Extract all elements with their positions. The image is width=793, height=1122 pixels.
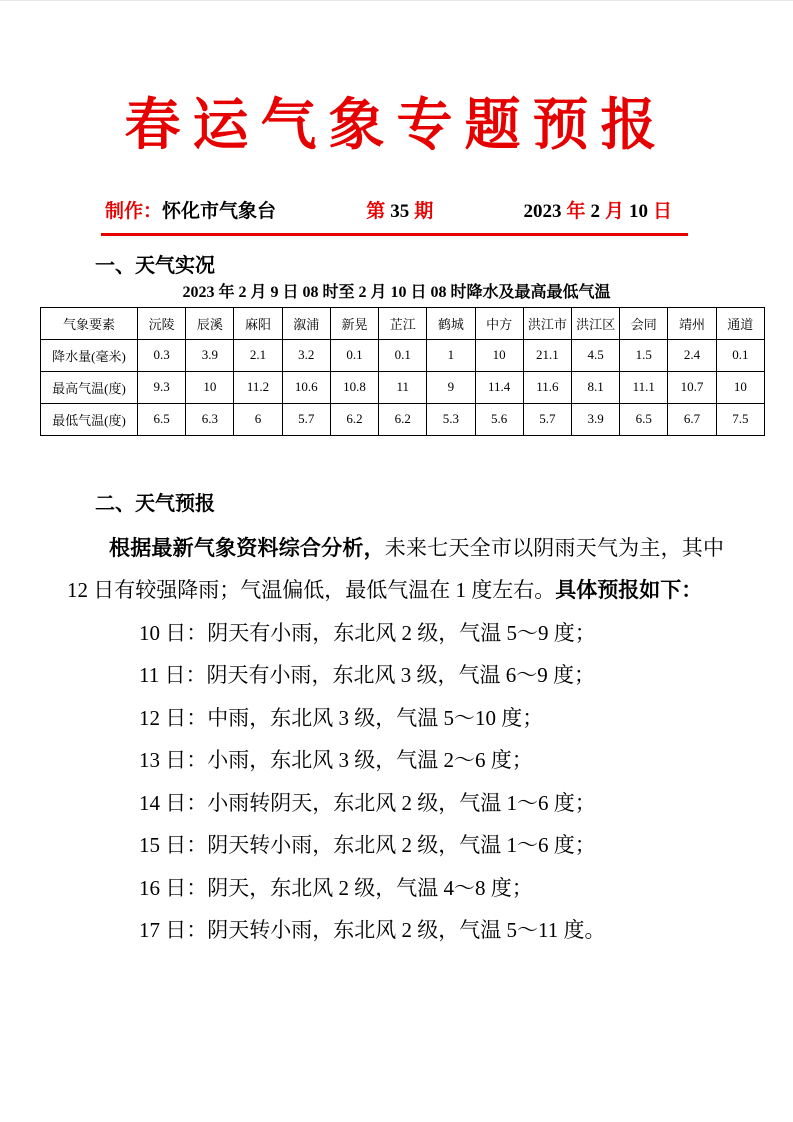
- weather-table: [40, 307, 765, 436]
- column-header: 会同: [620, 307, 668, 339]
- section1-heading: 一、天气实况: [95, 254, 215, 277]
- producer-name: 怀化市气象台: [162, 200, 277, 222]
- weather-table-head: [41, 307, 765, 339]
- column-header: 芷江: [379, 307, 427, 339]
- table-cell: 9: [427, 371, 475, 403]
- table-cell: 10.6: [282, 371, 330, 403]
- table-cell: 5.7: [282, 403, 330, 435]
- issue-prefix: 第: [366, 200, 386, 222]
- forecast-item: 13 日：小雨，东北风 3 级，气温 2～6 度；: [139, 748, 533, 773]
- row-label: 降水量(毫米): [41, 339, 138, 371]
- forecast-item: 17 日：阴天转小雨，东北风 2 级，气温 5～11 度。: [139, 918, 606, 943]
- row-label: 最高气温(度): [41, 371, 138, 403]
- table-cell: 3.9: [571, 403, 619, 435]
- weather-table-body: [41, 339, 765, 435]
- table-cell: 11.6: [523, 371, 571, 403]
- issue-number: [366, 199, 433, 225]
- forecast-intro-tail: 具体预报如下：: [555, 577, 703, 602]
- column-header: 中方: [475, 307, 523, 339]
- table-row: [41, 371, 765, 403]
- table-cell: 6.2: [379, 403, 427, 435]
- table-cell: 10: [186, 371, 234, 403]
- table-cell: 0.1: [716, 339, 764, 371]
- table-cell: 11: [379, 371, 427, 403]
- table-cell: 8.1: [571, 371, 619, 403]
- producer-label: 制作：: [105, 200, 163, 222]
- date-month: 2: [590, 200, 600, 222]
- forecast-item: 12 日：中雨，东北风 3 级，气温 5～10 度；: [139, 705, 544, 730]
- issue-date: [523, 199, 672, 225]
- table-cell: 6: [234, 403, 282, 435]
- table-cell: 6.3: [186, 403, 234, 435]
- date-year-unit: 年: [566, 200, 586, 222]
- column-header: 新晃: [330, 307, 378, 339]
- meta-row: [101, 199, 688, 236]
- forecast-item: 10 日：阴天有小雨，东北风 2 级，气温 5～9 度；: [139, 620, 596, 645]
- table-cell: 5.3: [427, 403, 475, 435]
- issue-value: 35: [390, 200, 410, 222]
- table-cell: 10.8: [330, 371, 378, 403]
- column-header: 沅陵: [138, 307, 186, 339]
- date-day-unit: 日: [652, 200, 672, 222]
- table-cell: 0.1: [330, 339, 378, 371]
- table-cell: 6.5: [620, 403, 668, 435]
- column-header: 洪江市: [523, 307, 571, 339]
- column-header: 通道: [716, 307, 764, 339]
- table-cell: 10: [475, 339, 523, 371]
- date-day: 10: [628, 200, 648, 222]
- date-month-unit: 月: [604, 200, 624, 222]
- table-row: [41, 339, 765, 371]
- table-cell: 1: [427, 339, 475, 371]
- table-cell: 10.7: [668, 371, 716, 403]
- forecast-item: 11 日：阴天有小雨，东北风 3 级，气温 6～9 度；: [139, 663, 595, 688]
- forecast-item: 14 日：小雨转阴天，东北风 2 级，气温 1～6 度；: [139, 790, 596, 815]
- weather-table-caption: 2023 年 2 月 9 日 08 时至 2 月 10 日 08 时降水及最高最低气温: [182, 283, 611, 301]
- table-cell: 11.1: [620, 371, 668, 403]
- document-title: 春运气象专题预报: [124, 95, 669, 157]
- column-header: 溆浦: [282, 307, 330, 339]
- column-header: 洪江区: [571, 307, 619, 339]
- column-header: 辰溪: [186, 307, 234, 339]
- column-header: 鹤城: [427, 307, 475, 339]
- date-year: 2023: [523, 200, 562, 222]
- column-header: 麻阳: [234, 307, 282, 339]
- table-cell: 5.7: [523, 403, 571, 435]
- table-cell: 21.1: [523, 339, 571, 371]
- row-label: 最低气温(度): [41, 403, 138, 435]
- forecast-item: 16 日：阴天，东北风 2 级，气温 4～8 度；: [139, 875, 533, 900]
- table-cell: 4.5: [571, 339, 619, 371]
- table-cell: 6.7: [668, 403, 716, 435]
- table-cell: 6.5: [138, 403, 186, 435]
- table-cell: 3.2: [282, 339, 330, 371]
- forecast-intro: [67, 527, 724, 611]
- column-header: 气象要素: [41, 307, 138, 339]
- table-cell: 11.2: [234, 371, 282, 403]
- table-cell: 7.5: [716, 403, 764, 435]
- table-cell: 10: [716, 371, 764, 403]
- section2-heading: 二、天气预报: [95, 492, 215, 515]
- table-row: [41, 403, 765, 435]
- forecast-list: [139, 612, 793, 952]
- table-cell: 5.6: [475, 403, 523, 435]
- forecast-intro-body: 未来七天全市以阴雨天气为主，其中 12 日有较强降雨；气温偏低，最低气温在 1 度左右。: [67, 535, 725, 602]
- forecast-intro-lead: 根据最新气象资料综合分析，: [109, 535, 385, 560]
- table-cell: 6.2: [330, 403, 378, 435]
- table-cell: 1.5: [620, 339, 668, 371]
- forecast-item: 15 日：阴天转小雨，东北风 2 级，气温 1～6 度；: [139, 833, 596, 858]
- table-cell: 2.4: [668, 339, 716, 371]
- table-cell: 3.9: [186, 339, 234, 371]
- table-cell: 11.4: [475, 371, 523, 403]
- table-cell: 0.3: [138, 339, 186, 371]
- issue-suffix: 期: [414, 200, 434, 222]
- producer: [105, 199, 276, 225]
- column-header: 靖州: [668, 307, 716, 339]
- table-cell: 0.1: [379, 339, 427, 371]
- table-cell: 9.3: [138, 371, 186, 403]
- table-header-row: [41, 307, 765, 339]
- table-cell: 2.1: [234, 339, 282, 371]
